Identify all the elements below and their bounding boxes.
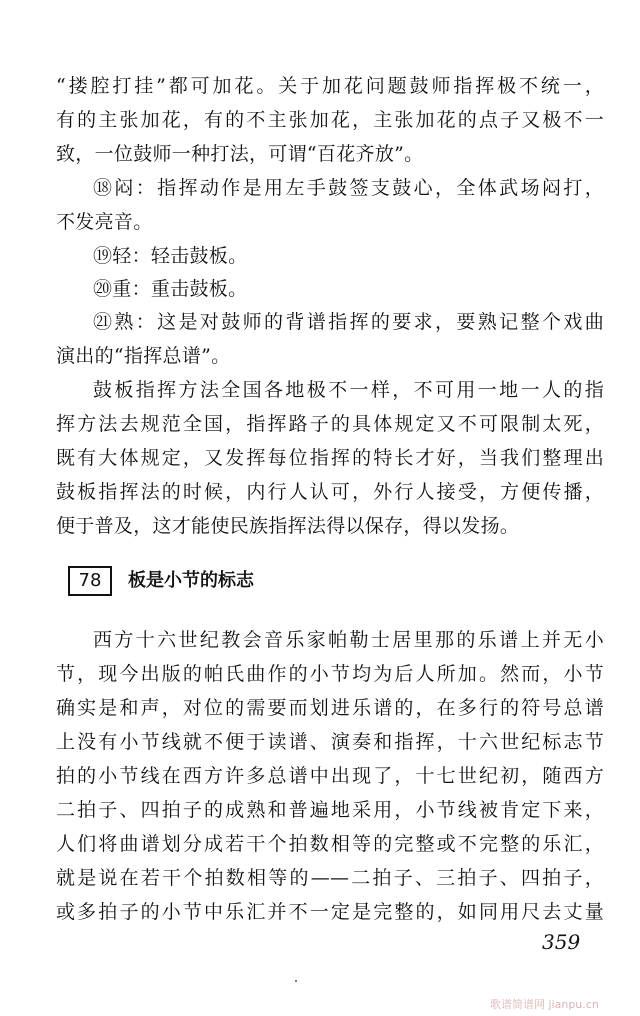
text-line: 演出的“指挥总谱”。 [56, 345, 231, 367]
section-title: 板是小节的标志 [128, 570, 254, 591]
text-line: ⑲轻：轻击鼓板。 [93, 245, 248, 267]
page-mark [295, 980, 297, 982]
text-line: 挥方法去规范全国，指挥路子的具体规定又不可限制太死， [56, 413, 604, 435]
section-number-box: 78 [68, 566, 112, 596]
text-line: ⑳重：重击鼓板。 [93, 278, 248, 300]
text-line: 西方十六世纪教会音乐家帕勒士居里那的乐谱上并无小 [93, 629, 604, 651]
text-line: 人们将曲谱划分成若干个拍数相等的完整或不完整的乐汇， [56, 833, 604, 855]
text-line: 鼓板指挥法的时候，内行人认可，外行人接受，方便传播， [56, 481, 604, 503]
text-line: 致，一位鼓师一种打法，可谓“百花齐放”。 [56, 143, 424, 165]
text-line: ⑱闷：指挥动作是用左手鼓签支鼓心，全体武场闷打， [93, 177, 604, 199]
text-line: 或多拍子的小节中乐汇并不一定是完整的，如同用尺去丈量 [56, 901, 604, 923]
text-line: 节，现今出版的帕氏曲作的小节均为后人所加。然而，小节 [56, 663, 604, 685]
text-line: 就是说在若干个拍数相等的——二拍子、三拍子、四拍子， [56, 867, 604, 889]
text-line: 二拍子、四拍子的成熟和普遍地采用，小节线被肯定下来， [56, 799, 604, 821]
text-line: 不发亮音。 [56, 211, 153, 233]
text-line: 便于普及，这才能使民族指挥法得以保存，得以发扬。 [56, 515, 520, 537]
text-line: 拍的小节线在西方许多总谱中出现了，十七世纪初，随西方 [56, 765, 604, 787]
text-line: 有的主张加花，有的不主张加花，主张加花的点子又极不一 [56, 109, 604, 131]
watermark: 歌谱简谱网 jianpu.cn [490, 998, 599, 1011]
text-line: “搂腔打挂”都可加花。关于加花问题鼓师指挥极不统一， [56, 75, 604, 97]
text-line: 确实是和声，对位的需要而划进乐谱的，在多行的符号总谱 [56, 697, 604, 719]
text-line: 既有大体规定，又发挥每位指挥的特长才好，当我们整理出 [56, 447, 604, 469]
text-line: 鼓板指挥方法全国各地极不一样，不可用一地一人的指 [93, 379, 604, 401]
text-line: ㉑熟：这是对鼓师的背谱指挥的要求，要熟记整个戏曲 [93, 311, 604, 333]
text-line: 上没有小节线就不便于读谱、演奏和指挥，十六世纪标志节 [56, 731, 604, 753]
page-number: 359 [542, 930, 581, 954]
